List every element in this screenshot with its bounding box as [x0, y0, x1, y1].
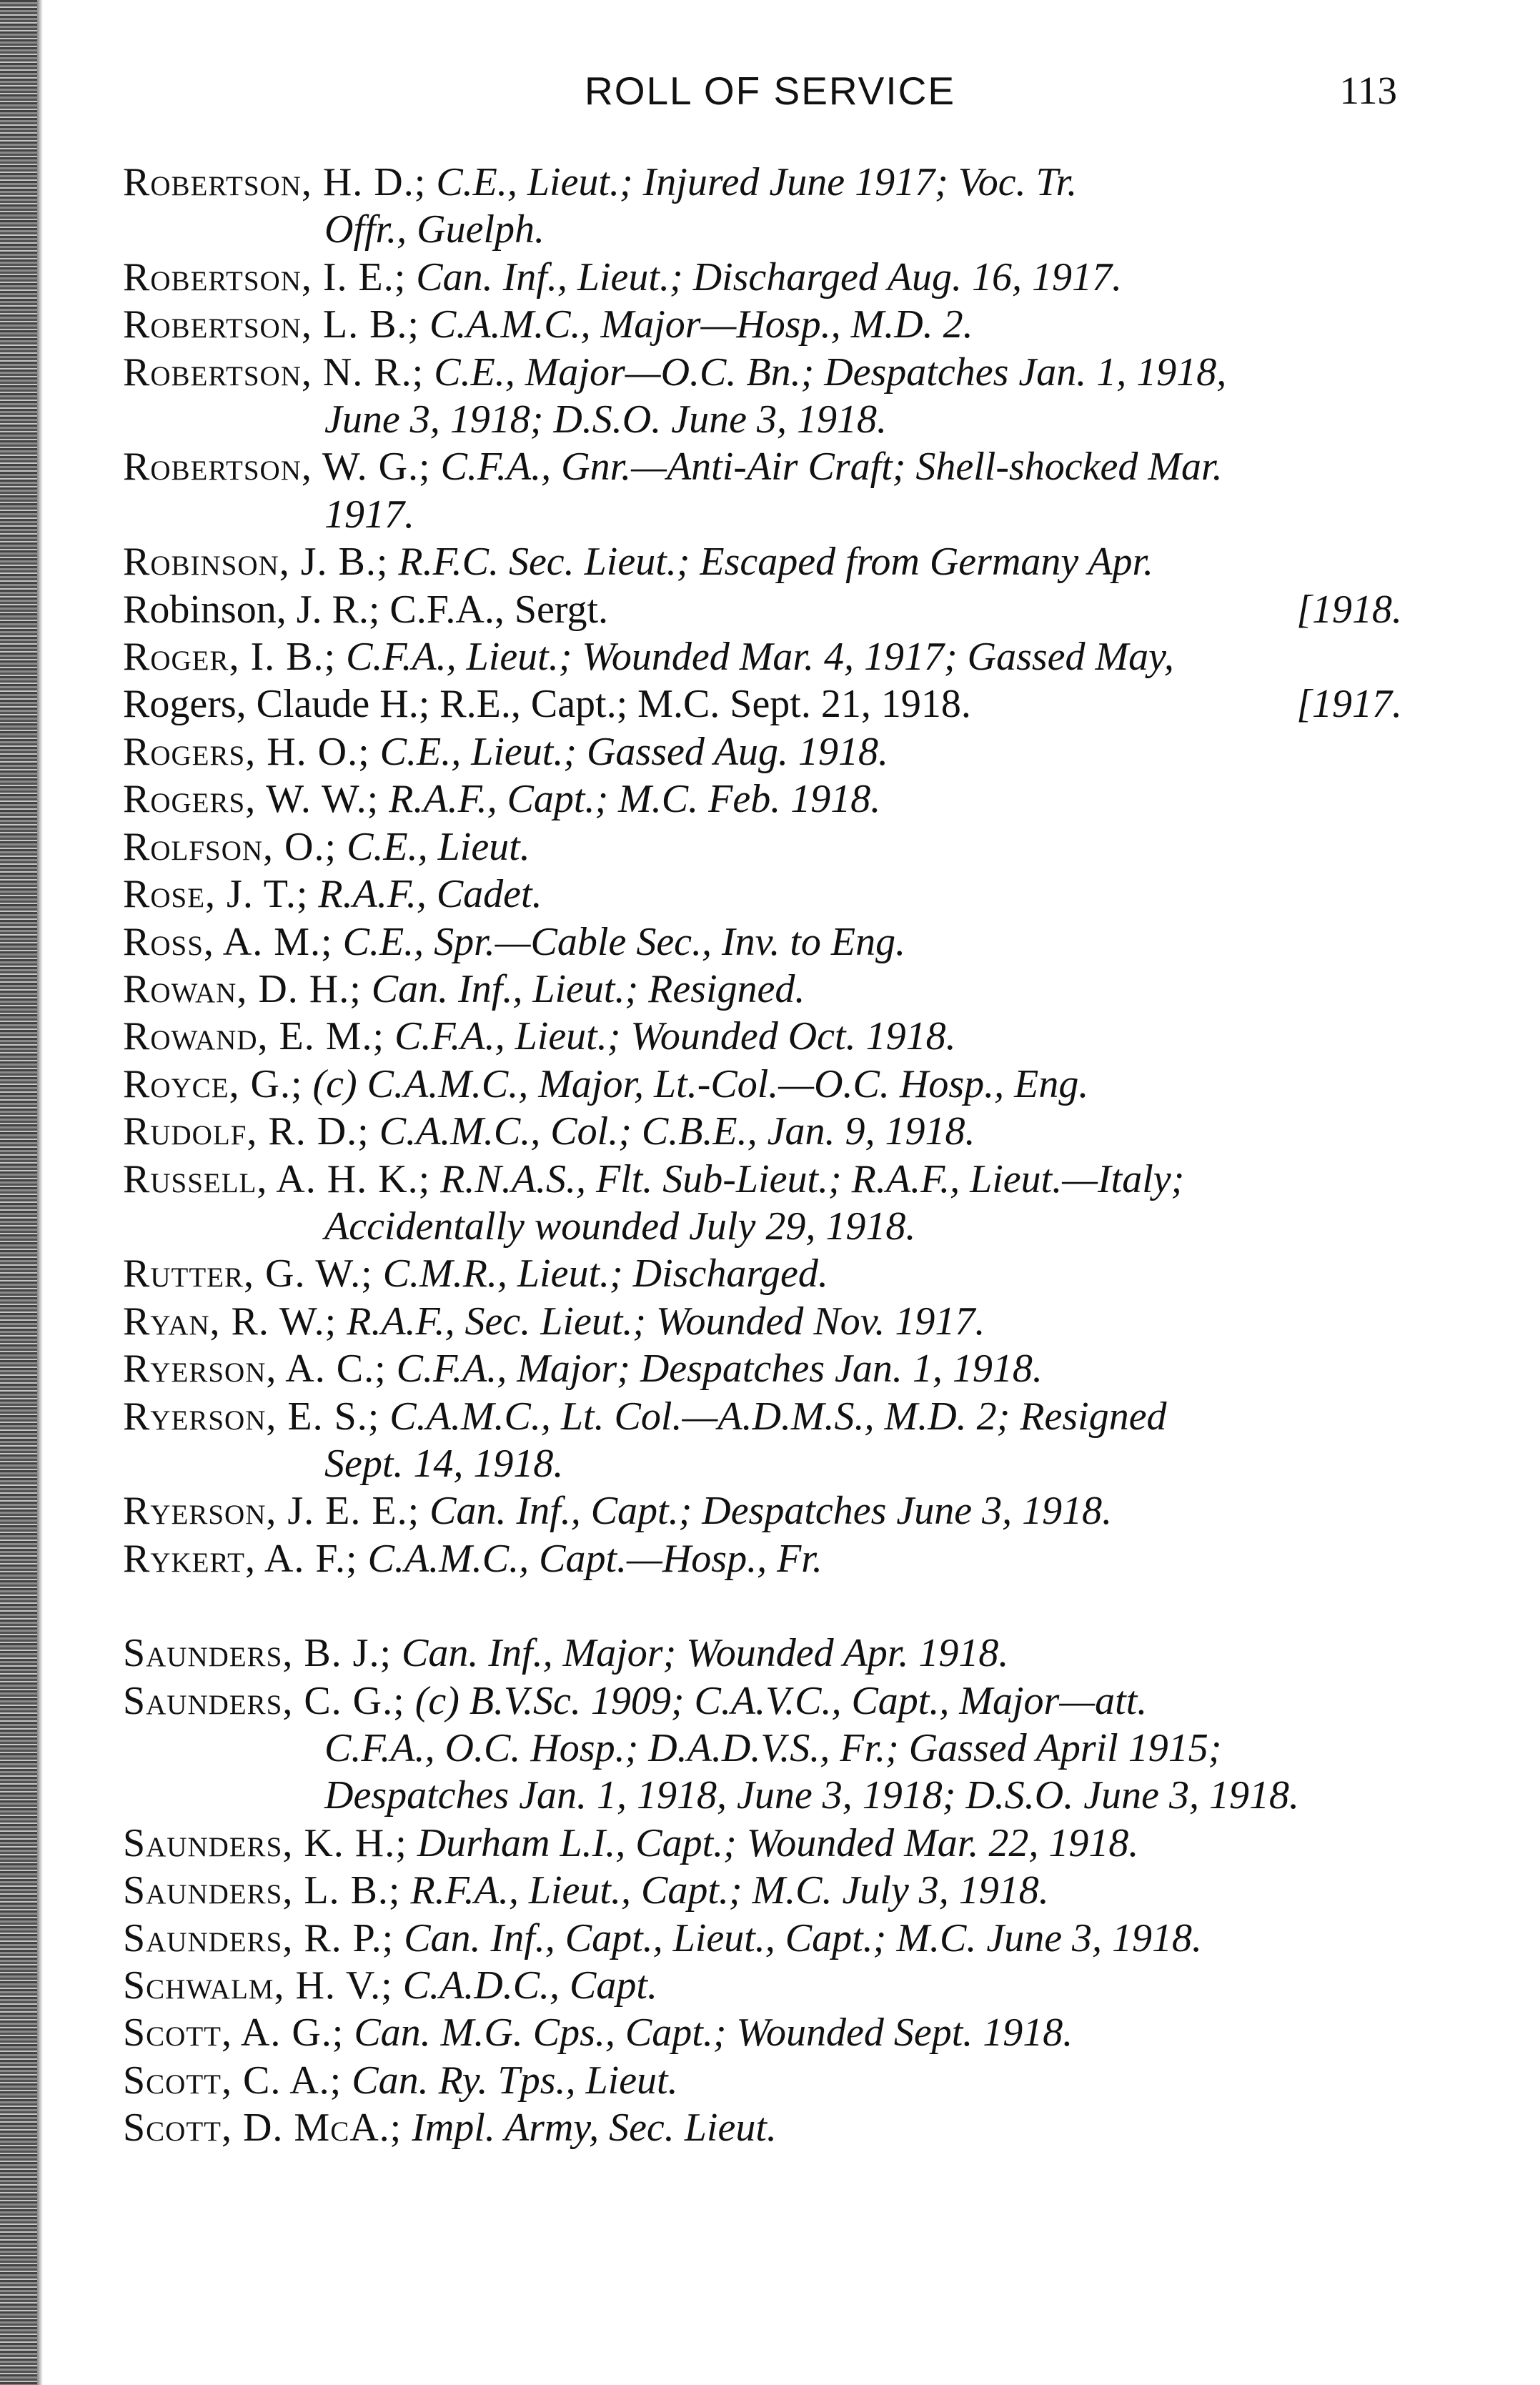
entry-name: Robertson, H. D.; — [123, 160, 427, 204]
entry-service-info: R.N.A.S., Flt. Sub-Lieut.; R.A.F., Lieut.—Italy; — [440, 1156, 1185, 1201]
entry-main — [123, 445, 1223, 489]
entry-continuation: 1917. — [324, 492, 414, 537]
entry-service-info: C.A.M.C., Col.; C.B.E., Jan. 9, 1918. — [379, 1109, 975, 1154]
entry-line — [123, 823, 1402, 871]
entry-carryover-date: [1917. — [1296, 682, 1402, 727]
entry-name: Rogers, Claude H.; — [123, 682, 430, 727]
entry-name: Ross, A. M.; — [123, 919, 333, 964]
section-gap — [123, 1582, 1402, 1630]
page-header — [0, 68, 1540, 125]
entry-service-info: Impl. Army, Sec. Lieut. — [412, 2106, 777, 2151]
entry-service-info: (c) B.V.Sc. 1909; C.A.V.C., Capt., Major—att. — [414, 1678, 1148, 1723]
entry-service-info: C.F.A., Lieut.; Wounded Oct. 1918. — [394, 1014, 956, 1059]
roll-entry — [123, 728, 1402, 775]
entry-name: Robinson, J. R.; — [123, 587, 380, 632]
entry-continuation: Sept. 14, 1918. — [324, 1441, 564, 1486]
entry-name: Saunders, K. H.; — [123, 1820, 407, 1865]
roll-entry — [123, 1915, 1402, 1962]
entry-continuation: June 3, 1918; D.S.O. June 3, 1918. — [324, 397, 887, 442]
roll-entry — [123, 1630, 1402, 1677]
entry-main — [123, 586, 608, 633]
entry-main — [123, 1631, 1008, 1675]
entry-main — [123, 1679, 1147, 1723]
entry-name: Rykert, A. F.; — [123, 1536, 358, 1581]
entry-main — [123, 1537, 823, 1581]
entry-main — [123, 777, 880, 821]
roll-entry — [123, 2104, 1402, 2151]
entry-line — [123, 633, 1402, 680]
entry-name: Scott, C. A.; — [123, 2058, 342, 2103]
entry-service-info: R.F.A., Lieut., Capt.; M.C. July 3, 1918. — [410, 1868, 1049, 1913]
entry-line — [123, 775, 1402, 823]
roll-entry — [123, 1298, 1402, 1345]
entry-service-info: C.A.M.C., Major—Hosp., M.D. 2. — [429, 302, 973, 347]
roll-entry — [123, 586, 1402, 633]
entry-main — [123, 1157, 1184, 1201]
entry-service-info: C.M.R., Lieut.; Discharged. — [382, 1251, 828, 1296]
roll-entry — [123, 301, 1402, 348]
entry-name: Rolfson, O.; — [123, 824, 337, 869]
entry-service-info: R.E., Capt.; M.C. Sept. 21, 1918. — [439, 682, 971, 727]
roll-entry — [123, 871, 1402, 918]
entry-service-info: (c) C.A.M.C., Major, Lt.-Col.—O.C. Hosp., Eng. — [312, 1061, 1089, 1106]
entry-name: Rudolf, R. D.; — [123, 1109, 369, 1154]
entry-line — [123, 1345, 1402, 1392]
entry-name: Roger, I. B.; — [123, 635, 337, 680]
entry-name: Royce, G.; — [123, 1061, 303, 1106]
roll-entry — [123, 918, 1402, 966]
entry-main — [123, 1916, 1202, 1960]
entry-main — [123, 1014, 956, 1058]
roll-entry — [123, 1820, 1402, 1867]
roll-entry — [123, 1535, 1402, 1582]
entry-line — [123, 1061, 1402, 1108]
entry-main — [123, 2010, 1073, 2055]
entry-line — [123, 871, 1402, 918]
roll-entry — [123, 1156, 1402, 1251]
entry-line — [123, 918, 1402, 966]
entry-service-info: R.A.F., Cadet. — [318, 872, 542, 917]
entry-service-info: Can. Inf., Major; Wounded Apr. 1918. — [402, 1631, 1009, 1676]
entry-line — [123, 1915, 1402, 1962]
entry-continuation: Despatches Jan. 1, 1918, June 3, 1918; D.S.O. June 3, 1918. — [324, 1773, 1299, 1818]
roll-entry — [123, 966, 1402, 1013]
entry-name: Ryerson, A. C.; — [123, 1347, 387, 1392]
entry-line — [123, 1013, 1402, 1060]
entry-service-info: Can. Ry. Tps., Lieut. — [352, 2058, 678, 2103]
entry-line — [123, 1820, 1402, 1867]
entry-line — [123, 1962, 1402, 2009]
entry-line — [123, 1108, 1402, 1155]
entry-name: Ryerson, E. S.; — [123, 1394, 380, 1439]
entry-line — [123, 1298, 1402, 1345]
roll-entry — [123, 443, 1402, 538]
entry-name: Rose, J. T.; — [123, 872, 309, 917]
entry-name: Ryan, R. W.; — [123, 1299, 337, 1344]
entry-name: Scott, D. McA.; — [123, 2106, 402, 2151]
entry-main — [123, 1062, 1088, 1106]
roll-entry — [123, 823, 1402, 871]
entry-main — [123, 635, 1174, 679]
roll-entry — [123, 1013, 1402, 1060]
entry-line — [123, 2057, 1402, 2104]
entry-service-info: C.E., Major—O.C. Bn.; Despatches Jan. 1, 1918, — [434, 349, 1227, 395]
entry-name: Saunders, C. G.; — [123, 1678, 405, 1723]
entry-service-info: C.A.M.C., Lt. Col.—A.D.M.S., M.D. 2; Resigned — [389, 1394, 1167, 1439]
roll-entry — [123, 349, 1402, 444]
entry-name: Rogers, H. O.; — [123, 729, 370, 774]
entry-continuation: Accidentally wounded July 29, 1918. — [324, 1204, 916, 1249]
entry-main — [123, 1868, 1049, 1913]
roll-entry — [123, 633, 1402, 680]
entry-name: Russell, A. H. K.; — [123, 1156, 431, 1201]
entry-name: Schwalm, H. V.; — [123, 1963, 393, 2008]
entry-line — [123, 1487, 1402, 1534]
roll-entry — [123, 538, 1402, 585]
entry-line — [123, 2009, 1402, 2056]
entry-continuation: C.F.A., O.C. Hosp.; D.A.D.V.S., Fr.; Gassed April 1915; — [324, 1726, 1222, 1770]
entry-line — [123, 301, 1402, 348]
entry-main — [123, 255, 1122, 299]
entry-name: Rutter, G. W.; — [123, 1251, 373, 1296]
roll-entry — [123, 1250, 1402, 1297]
roll-entries — [123, 159, 1402, 2152]
entry-name: Robinson, J. B.; — [123, 540, 389, 585]
entry-name: Robertson, L. B.; — [123, 302, 419, 347]
entry-service-info: Can. Inf., Lieut.; Resigned. — [371, 966, 805, 1011]
entry-name: Saunders, R. P.; — [123, 1915, 394, 1960]
entry-main — [123, 2106, 777, 2150]
roll-entry — [123, 1108, 1402, 1155]
page-number: 113 — [1339, 69, 1397, 112]
entry-line — [123, 966, 1402, 1013]
roll-entry — [123, 1345, 1402, 1392]
running-head: ROLL OF SERVICE — [584, 69, 956, 113]
entry-main — [123, 920, 905, 964]
entry-line — [123, 1677, 1402, 1725]
entries-group-r — [123, 159, 1402, 1582]
entry-name: Saunders, B. J.; — [123, 1631, 392, 1676]
roll-entry — [123, 775, 1402, 823]
entry-main — [123, 350, 1226, 395]
entry-main — [123, 1963, 657, 2008]
entry-name: Saunders, L. B.; — [123, 1868, 401, 1913]
entry-main — [123, 302, 973, 347]
entry-continuation: Offr., Guelph. — [324, 207, 545, 252]
roll-entry — [123, 680, 1402, 728]
entry-service-info: C.F.A., Major; Despatches Jan. 1, 1918. — [396, 1347, 1043, 1392]
entry-main — [123, 2058, 678, 2103]
entry-main — [123, 1394, 1167, 1439]
entry-main — [123, 1251, 828, 1296]
roll-entry — [123, 159, 1402, 254]
entry-main — [123, 1299, 985, 1344]
entry-service-info: R.A.F., Sec. Lieut.; Wounded Nov. 1917. — [347, 1299, 985, 1344]
entry-service-info: C.E., Lieut. — [347, 824, 530, 869]
entry-line — [123, 1156, 1402, 1203]
entry-line — [123, 1867, 1402, 1914]
entry-line — [123, 2104, 1402, 2151]
entry-main — [123, 540, 1153, 584]
roll-entry — [123, 2057, 1402, 2104]
entry-main — [123, 1821, 1138, 1865]
entry-name: Scott, A. G.; — [123, 2010, 344, 2056]
entry-line — [123, 680, 1402, 728]
entry-service-info: R.F.C. Sec. Lieut.; Escaped from Germany Apr. — [398, 540, 1154, 585]
entry-name: Rowan, D. H.; — [123, 966, 362, 1011]
roll-entry — [123, 1061, 1402, 1108]
entry-name: Robertson, I. E.; — [123, 254, 407, 299]
roll-entry — [123, 1487, 1402, 1534]
entry-line — [123, 586, 1402, 633]
entry-line — [123, 349, 1402, 396]
entry-main — [123, 872, 542, 916]
entry-line — [123, 728, 1402, 775]
entry-service-info: C.F.A., Gnr.—Anti-Air Craft; Shell-shocked Mar. — [440, 445, 1223, 490]
entry-line — [123, 1250, 1402, 1297]
entry-main — [123, 825, 530, 869]
entry-service-info: C.E., Lieut.; Gassed Aug. 1918. — [379, 729, 889, 774]
entry-service-info: Durham L.I., Capt.; Wounded Mar. 22, 1918. — [417, 1820, 1139, 1865]
entry-service-info: C.E., Lieut.; Injured June 1917; Voc. Tr. — [436, 160, 1078, 204]
roll-entry — [123, 2009, 1402, 2056]
entry-name: Ryerson, J. E. E.; — [123, 1489, 420, 1534]
entry-name: Robertson, W. G.; — [123, 445, 431, 490]
entry-carryover-date: [1918. — [1296, 587, 1402, 632]
entry-service-info: Can. M.G. Cps., Capt.; Wounded Sept. 1918. — [354, 2010, 1073, 2056]
entry-line — [123, 159, 1402, 206]
entry-name: Rowand, E. M.; — [123, 1014, 385, 1059]
roll-entry — [123, 1867, 1402, 1914]
entry-name: Robertson, N. R.; — [123, 349, 424, 395]
entry-line — [123, 538, 1402, 585]
book-binding-edge — [0, 0, 37, 2385]
entry-main — [123, 160, 1077, 204]
entry-main — [123, 1489, 1112, 1533]
roll-entry — [123, 1677, 1402, 1820]
entry-service-info: C.F.A., Sergt. — [389, 587, 609, 632]
roll-entry — [123, 254, 1402, 301]
entry-line — [123, 1393, 1402, 1440]
binding-shadow — [37, 0, 43, 2385]
roll-entry — [123, 1962, 1402, 2009]
entry-service-info: C.E., Spr.—Cable Sec., Inv. to Eng. — [342, 919, 906, 964]
entry-line — [123, 1630, 1402, 1677]
entry-main — [123, 1347, 1043, 1391]
entry-service-info: C.A.M.C., Capt.—Hosp., Fr. — [367, 1536, 823, 1581]
roll-entry — [123, 1393, 1402, 1488]
entry-service-info: Can. Inf., Lieut.; Discharged Aug. 16, 1917. — [416, 254, 1123, 299]
entry-name: Rogers, W. W.; — [123, 777, 379, 822]
entry-main — [123, 730, 888, 774]
entry-service-info: Can. Inf., Capt.; Despatches June 3, 1918. — [429, 1489, 1113, 1534]
entry-main — [123, 680, 971, 728]
entry-service-info: C.A.D.C., Capt. — [402, 1963, 657, 2008]
entry-line — [123, 254, 1402, 301]
entry-service-info: C.F.A., Lieut.; Wounded Mar. 4, 1917; Gassed May, — [346, 635, 1174, 680]
entry-service-info: Can. Inf., Capt., Lieut., Capt.; M.C. June 3, 1918. — [404, 1915, 1203, 1960]
entry-main — [123, 1109, 975, 1154]
entry-line — [123, 1535, 1402, 1582]
entry-main — [123, 967, 805, 1011]
entry-line — [123, 443, 1402, 490]
entry-service-info: R.A.F., Capt.; M.C. Feb. 1918. — [389, 777, 881, 822]
entries-group-s — [123, 1630, 1402, 2151]
